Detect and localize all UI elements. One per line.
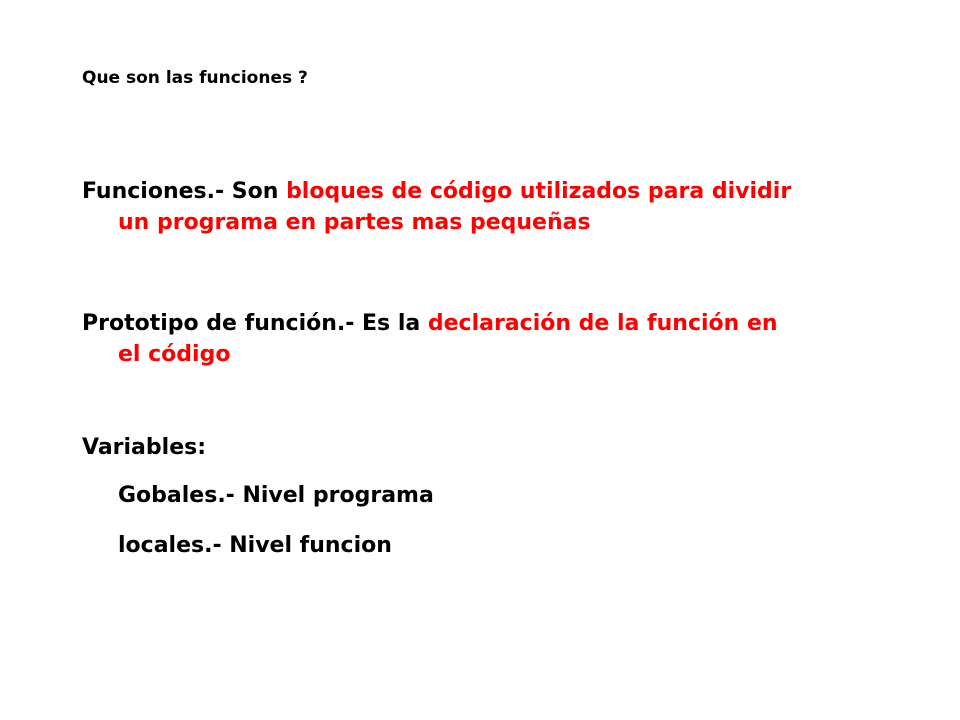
prototipo-intro: Es la	[362, 311, 428, 336]
funciones-definition	[82, 176, 842, 238]
prototipo-term: Prototipo de función.-	[82, 311, 363, 336]
prototipo-red-text-2: el código	[118, 342, 231, 367]
variables-title: Variables:	[82, 435, 207, 460]
funciones-red-text-2: un programa en partes mas pequeñas	[118, 210, 591, 235]
prototipo-definition	[82, 308, 842, 370]
funciones-intro: Son	[231, 179, 287, 204]
variables-locales: locales.- Nivel funcion	[118, 533, 392, 558]
variables-globales: Gobales.- Nivel programa	[118, 483, 434, 508]
funciones-red-text-1: bloques de código utilizados para dividir	[286, 179, 792, 204]
slide-heading: Que son las funciones ?	[82, 68, 308, 88]
prototipo-line-1	[82, 308, 842, 339]
prototipo-red-text-1: declaración de la función en	[427, 311, 778, 336]
funciones-term: Funciones.-	[82, 179, 232, 204]
funciones-line-1	[82, 176, 842, 207]
